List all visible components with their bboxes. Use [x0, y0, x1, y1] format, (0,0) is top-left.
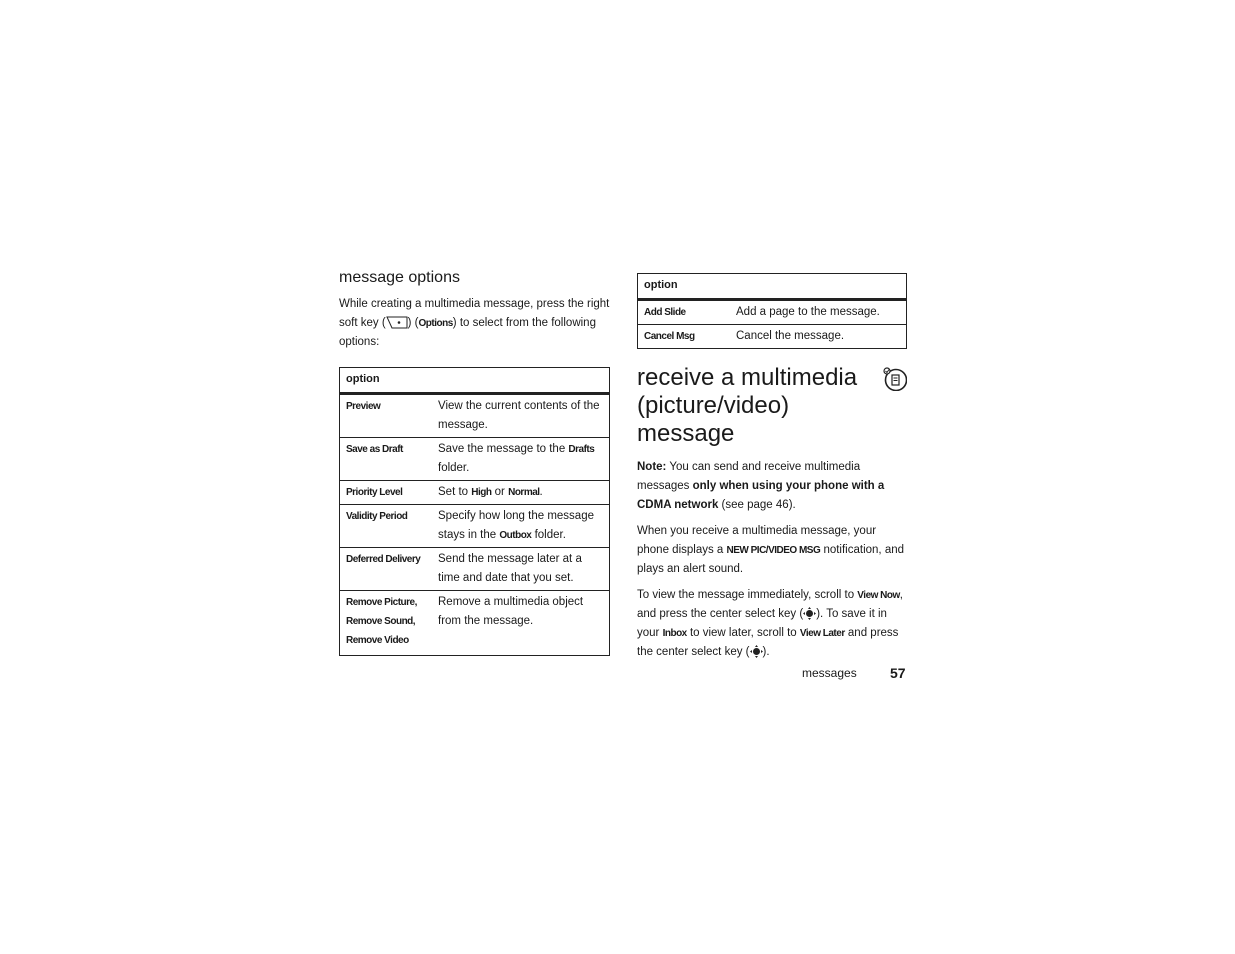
note-paragraph: Note: You can send and receive multimedia messages only when using your phone with a CDMA network (see page 46). — [637, 461, 885, 511]
option-name: Save as Draft — [340, 438, 433, 481]
section-title: message options — [339, 269, 460, 286]
message-options-table — [339, 367, 610, 656]
option-name: Preview — [340, 394, 433, 438]
option-name: Remove Picture, Remove Sound, Remove Video — [340, 591, 433, 656]
intro-text-3: ) to select from the following options: — [339, 317, 596, 348]
multimedia-message-icon — [883, 367, 907, 391]
option-desc: Cancel the message. — [730, 325, 907, 349]
table-row — [340, 505, 610, 548]
page-number: 57 — [890, 665, 906, 681]
table-row — [638, 325, 907, 349]
table-header: option — [638, 274, 907, 300]
table-row — [340, 481, 610, 505]
view-paragraph: To view the message immediately, scroll to View Now, and press the center select key ( ). To save it in your Inbox to view later, scroll to View Later and press the center select key ( ). — [637, 589, 903, 658]
option-name: Add Slide — [638, 300, 731, 325]
center-select-key-icon — [750, 645, 763, 658]
left-column — [339, 268, 610, 656]
intro-paragraph — [339, 295, 610, 352]
option-desc: Set to High or Normal. — [432, 481, 610, 505]
options-command: Options — [418, 318, 453, 329]
footer-section-name: messages — [802, 666, 857, 680]
table-row — [638, 300, 907, 325]
option-desc: Remove a multimedia object from the message. — [432, 591, 610, 656]
option-desc: Specify how long the message stays in the Outbox folder. — [432, 505, 610, 548]
option-name: Priority Level — [340, 481, 433, 505]
table-header: option — [340, 368, 610, 394]
receive-paragraph: When you receive a multimedia message, your phone displays a NEW PIC/VIDEO MSG notification, and plays an alert sound. — [637, 525, 905, 575]
intro-text-2: ) ( — [407, 317, 419, 329]
center-select-key-icon — [803, 607, 816, 620]
receive-section-title: receive a multimedia (picture/video) message — [637, 364, 858, 447]
option-desc: Send the message later at a time and date that you set. — [432, 548, 610, 591]
option-desc: Add a page to the message. — [730, 300, 907, 325]
intro-text-1: While creating a multimedia message, press the right soft key ( — [339, 298, 610, 329]
table-row — [340, 548, 610, 591]
table-row — [340, 438, 610, 481]
option-name: Validity Period — [340, 505, 433, 548]
option-name: Cancel Msg — [638, 325, 731, 349]
message-options-table-continued — [637, 273, 907, 349]
option-desc: Save the message to the Drafts folder. — [432, 438, 610, 481]
table-row — [340, 591, 610, 656]
option-desc: View the current contents of the message. — [432, 394, 610, 438]
right-softkey-icon — [386, 316, 408, 329]
right-column — [637, 273, 907, 669]
option-name: Deferred Delivery — [340, 548, 433, 591]
table-row — [340, 394, 610, 438]
